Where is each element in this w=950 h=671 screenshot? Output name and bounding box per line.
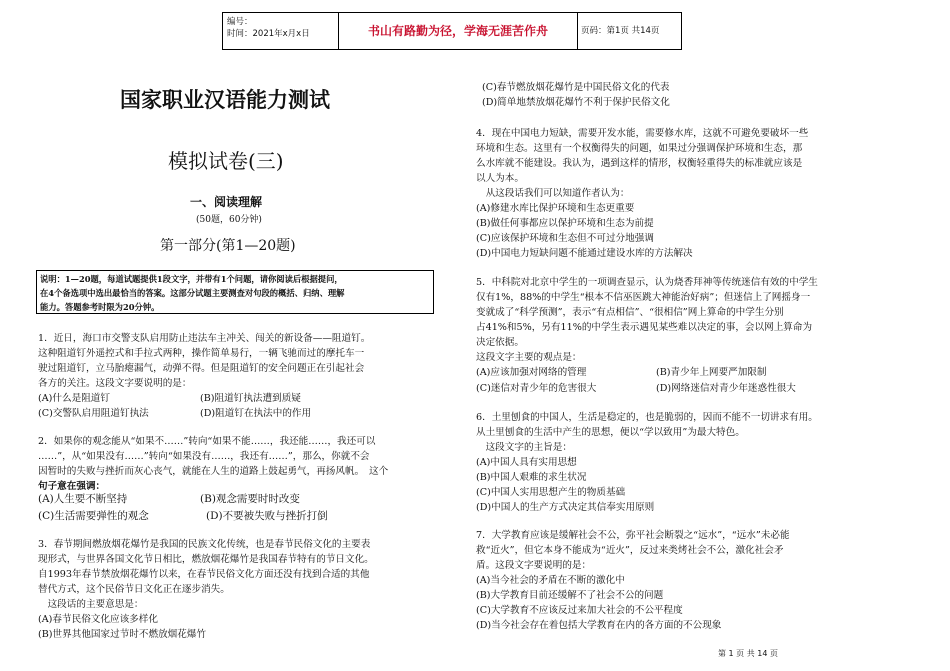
header-motto: 书山有路勤为径，学海无涯苦作舟 (339, 13, 578, 49)
question-text: 现形式，与世界各国文化节日相比，燃放烟花爆竹是我国春节特有的节日文化。 (38, 554, 374, 565)
exam-subtitle: 模拟试卷(三) (168, 149, 284, 173)
option-d: (D)网络迷信对青少年迷惑性很大 (656, 383, 796, 394)
option-d: (D)简单地禁放烟花爆竹不利于保护民俗文化 (482, 97, 670, 108)
option-c: (C)迷信对青少年的危害很大 (476, 383, 597, 394)
question-text: 以人为本。 (476, 173, 524, 184)
option-c: (C)交警队启用阻道钉执法 (38, 408, 149, 419)
question-3-cont (482, 80, 670, 110)
question-text: 句子意在强调： (38, 481, 106, 492)
question-text: 救“近火”，但它本身不能成为“近火”，反过来类烤社会不公，激化社会矛 (476, 545, 784, 556)
question-text: 从这段话我们可以知道作者认为： (476, 188, 630, 199)
instructions-box (36, 270, 434, 314)
option-c: (C)大学教育不应该反过来加大社会的不公平程度 (476, 605, 683, 616)
option-d: (D)不要被失败与挫折打倒 (206, 510, 328, 522)
question-text: 盾。这段文字要说明的是： (476, 560, 592, 571)
option-b: (B)世界其他国家过节时不燃放烟花爆竹 (38, 629, 207, 640)
question-5 (476, 275, 818, 365)
option-a: (A)什么是阻道钉 (38, 393, 110, 404)
question-text: 2．如果你的观念能从“如果不……”转向“如果不能……，我还能……，我还可以 (38, 436, 376, 447)
question-1 (38, 331, 370, 391)
option-a: (A)人生要不断坚持 (38, 493, 128, 505)
section-heading: 一、阅读理解 (190, 195, 263, 209)
part-heading: 第一部分(第1—20题) (160, 238, 296, 254)
question-text: 这种阻道钉外遥控式和手拉式两种，操作简单易行，一辆飞驰而过的摩托车一 (38, 348, 365, 359)
instructions-line: 说明：1—20题，每道试题提供1段文字，并带有1个问题，请你阅读后根据提问， (40, 274, 343, 284)
option-d: (D)当今社会存在着包括大学教育在内的各方面的不公现象 (476, 620, 722, 631)
option-d: (D)中国电力短缺问题不能通过建设水库的方法解决 (476, 248, 693, 259)
question-text: 5．中科院对北京中学生的一项调查显示，认为烧香拜神等传统迷信有效的中学生 (476, 277, 818, 288)
question-text: 决定依据。 (476, 337, 524, 348)
instructions-line: 能力。答题参考时限为20分钟。 (40, 302, 160, 312)
section-info: (50题，60分钟) (196, 215, 262, 225)
question-text: 7．大学教育应该是缓解社会不公，弥平社会断裂之“远水”，“远水”未必能 (476, 530, 790, 541)
question-7 (476, 528, 790, 633)
option-a: (A)当今社会的矛盾在不断的激化中 (476, 575, 625, 586)
header-meta (223, 13, 339, 49)
option-d: (D)阻道钉在执法中的作用 (200, 408, 312, 419)
option-a: (A)应该加强对网络的管理 (476, 367, 587, 378)
question-text: 从土里刨食的生活中产生的思想，便以“学以致用”为最大特色。 (476, 427, 745, 438)
option-b: (B)阻道钉执法遭到质疑 (200, 393, 301, 404)
question-text: 么水库就不能建设。我认为，遇到这样的情形，权衡轻重得失的标准就应该是 (476, 158, 803, 169)
option-c: (C)应该保护环境和生态但不可过分地强调 (476, 233, 654, 244)
instructions-line: 在4个备选项中选出最恰当的答案。这部分试题主要测查对句段的概括、归纳、理解 (40, 288, 345, 298)
option-c: (C)春节燃放烟花爆竹是中国民俗文化的代表 (482, 82, 670, 93)
option-b: (B)观念需要时时改变 (200, 493, 300, 505)
exam-title: 国家职业汉语能力测试 (120, 87, 330, 112)
header-date: 时间：2021年x月x日 (227, 29, 310, 39)
question-text: 各方的关注。这段文字要说明的是： (38, 378, 192, 389)
question-2 (38, 434, 388, 494)
option-b: (B)大学教育目前还缓解不了社会不公的问题 (476, 590, 664, 601)
option-c: (C)生活需要弹性的观念 (38, 510, 149, 522)
question-text: 自1993年春节禁放烟花爆竹以来，在春节民俗文化方面还没有找到合适的其他 (38, 569, 370, 580)
page-footer: 第 1 页 共 14 页 (718, 649, 778, 658)
header-page: 页码：第1页 共14页 (581, 26, 660, 36)
question-text: 1．近日，海口市交警支队启用防止违法车主冲关、闯关的新设备——阻道钉。 (38, 333, 371, 344)
question-text: 占41%和5%，另有11%的中学生表示遇见某些难以决定的事，会以网上算命为 (476, 322, 813, 333)
option-c: (C)中国人实用思想产生的物质基础 (476, 487, 626, 498)
question-text: 仅有1%，88%的中学生“根本不信巫医跳大神能治好病”；但迷信上了网摇身一 (476, 292, 811, 303)
option-b: (B)青少年上网要严加限制 (656, 367, 767, 378)
option-b: (B)中国人艰难的求生状况 (476, 472, 587, 483)
document-header (222, 12, 682, 50)
question-text: 因暂时的失败与挫折而灰心丧气，就能在人生的道路上鼓起勇气，再扬风帆。 这个 (38, 466, 389, 477)
question-text: 这段文字的主旨是： (476, 442, 572, 453)
option-a: (A)修建水库比保护环境和生态更重要 (476, 203, 635, 214)
question-text: 替代方式，这个民俗节日文化正在逐步消失。 (38, 584, 230, 595)
question-text: 这段文字主要的观点是： (476, 352, 582, 363)
question-text: 4．现在中国电力短缺，需要开发水能，需要修水库，这就不可避免要破坏一些 (476, 128, 809, 139)
question-text: 变就成了“科学预测”，表示“有点相信”、“很相信”网上算命的中学生分别 (476, 307, 784, 318)
header-number: 编号： (227, 17, 253, 27)
question-text: 6．土里刨食的中国人，生活是稳定的，也是脆弱的，因而不能不一切讲求有用。 (476, 412, 818, 423)
question-text: 环境和生态。这里有一个权衡得失的问题，如果过分强调保护环境和生态，那 (476, 143, 803, 154)
question-text: 3．春节期间燃放烟花爆竹是我国的民族文化传统，也是春节民俗文化的主要表 (38, 539, 371, 550)
option-b: (B)做任何事都应以保护环境和生态为前提 (476, 218, 654, 229)
option-a: (A)春节民俗文化应该多样化 (38, 614, 158, 625)
question-3 (38, 537, 374, 642)
question-text: ……”，从“如果没有……”转向“如果没有……，我还有……”，那么，你就不会 (38, 451, 370, 462)
question-6 (476, 410, 818, 515)
question-4 (476, 126, 808, 261)
question-text: 这段话的主要意思是： (38, 599, 144, 610)
question-text: 驶过阻道钉，立马胎瘪漏气，动弹不得。但是阻道钉的安全问题正在引起社会 (38, 363, 365, 374)
option-d: (D)中国人的生产方式决定其信奉实用原则 (476, 502, 655, 513)
option-a: (A)中国人具有实用思想 (476, 457, 577, 468)
